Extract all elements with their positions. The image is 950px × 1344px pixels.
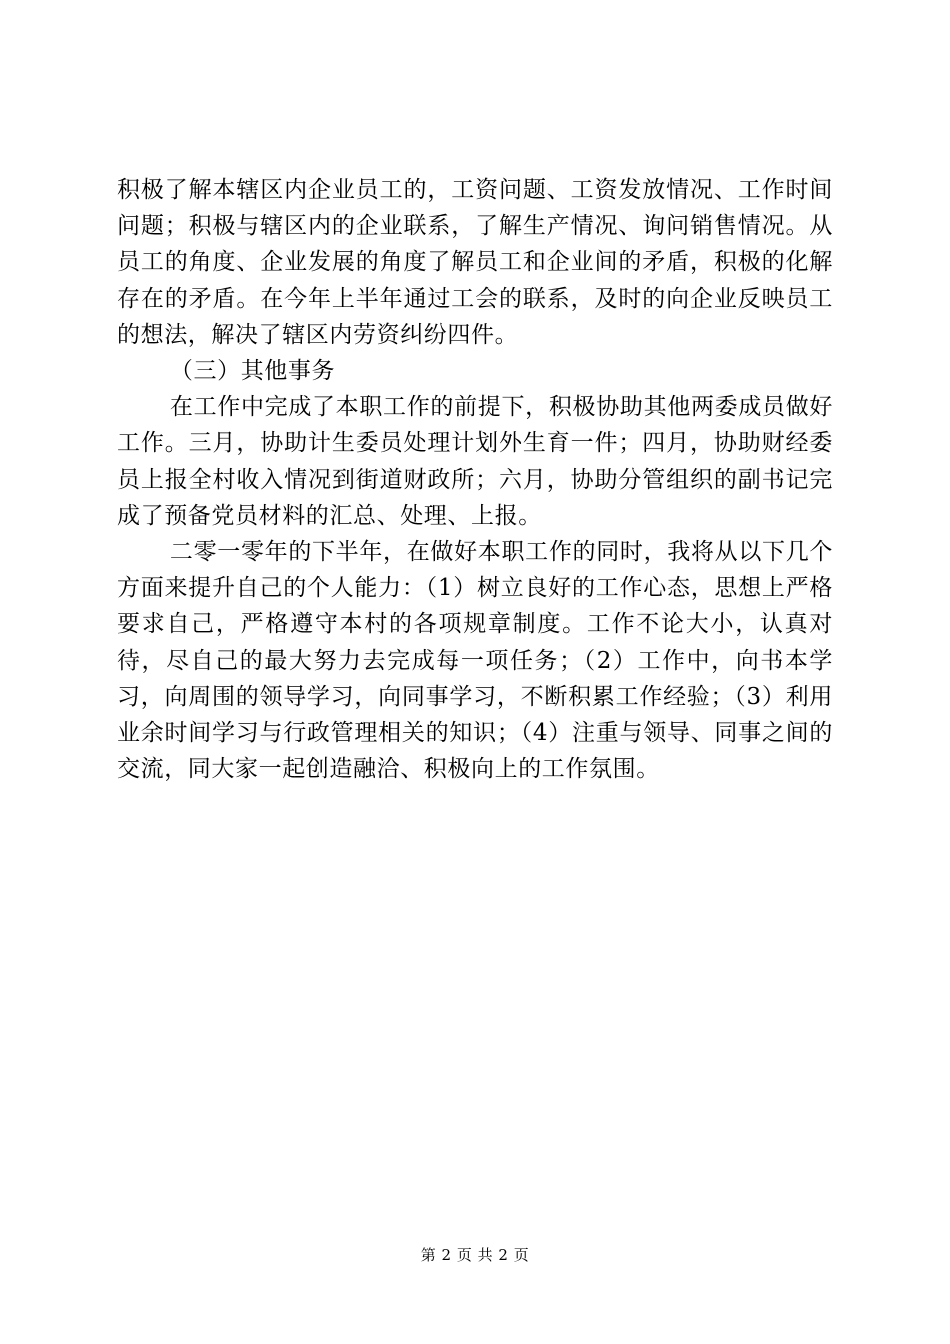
document-body bbox=[117, 172, 833, 787]
paragraph-labor-disputes: 积极了解本辖区内企业员工的，工资问题、工资发放情况、工作时间问题；积极与辖区内的企业联系，了解生产情况、询问销售情况。从员工的角度、企业发展的角度了解员工和企业间的矛盾，积极的化解存在的矛盾。在今年上半年通过工会的联系，及时的向企业反映员工的想法，解决了辖区内劳资纠纷四件。 bbox=[117, 177, 833, 348]
section-heading-other-affairs: （三）其他事务 bbox=[169, 358, 336, 385]
paragraph-second-half-plan: 二零一零年的下半年，在做好本职工作的同时，我将从以下几个方面来提升自己的个人能力：（1）树立良好的工作心态，思想上严格要求自己，严格遵守本村的各项规章制度。工作不论大小，认真对待，尽自己的最大努力去完成每一项任务；（2）工作中，向书本学习，向周围的领导学习，向同事学习，不断积累工作经验；（3）利用业余时间学习与行政管理相关的知识；（4）注重与领导、同事之间的交流，同大家一起创造融洽、积极向上的工作氛围。 bbox=[117, 539, 833, 783]
page-footer: 第 2 页 共 2 页 bbox=[420, 1246, 530, 1264]
paragraph-assist-committee: 在工作中完成了本职工作的前提下，积极协助其他两委成员做好工作。三月，协助计生委员处理计划外生育一件；四月，协助财经委员上报全村收入情况到街道财政所；六月，协助分管组织的副书记完成了预备党员材料的汇总、处理、上报。 bbox=[117, 394, 833, 529]
